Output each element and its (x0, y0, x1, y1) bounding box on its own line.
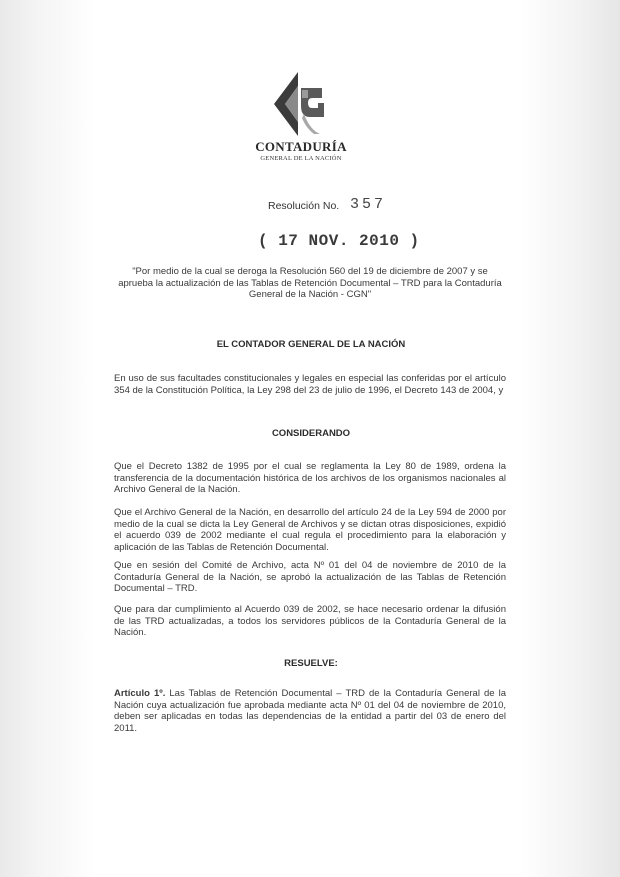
considering-heading: CONSIDERANDO (271, 428, 351, 439)
article-1-lead: Artículo 1º. (114, 688, 166, 699)
logo-wordmark: CONTADURÍA (255, 139, 347, 154)
article-1-paragraph (114, 688, 506, 734)
logo-subtitle: GENERAL DE LA NACIÓN (260, 155, 342, 162)
contaduria-logo-icon (268, 70, 332, 138)
resolution-label: Resolución No. (268, 200, 340, 212)
resolves-heading: RESUELVE: (284, 658, 338, 669)
article-1-text: Las Tablas de Retención Documental – TRD de la Contaduría General de la Nación cuya actualización fue aprobada mediante acta Nº 01 del 04 de noviembre de 2010, deben ser aplicadas en todas las dependencias de la entidad a partir del 03 de enero del 2011. (114, 688, 506, 734)
resolution-date-stamp: ( 17 NOV. 2010 ) (258, 232, 420, 250)
consideration-paragraph-4: Que para dar cumplimiento al Acuerdo 039 de 2002, se hace necesario ordenar la difusión de las TRD actualizadas, a todos los servidores públicos de la Contaduría General de la Nación. (114, 604, 506, 639)
consideration-paragraph-3: Que en sesión del Comité de Archivo, acta Nº 01 del 04 de noviembre de 2010 de la Contaduría General de la Nación, se aprobó la actualización de las Tablas de Retención Documental – TRD. (114, 560, 506, 595)
resolution-number: 357 (350, 196, 387, 213)
consideration-paragraph-2: Que el Archivo General de la Nación, en desarrollo del artículo 24 de la Ley 594 de 2000 por medio de la cual se dicta la Ley General de Archivos y se dictan otras disposiciones, expidió el acuerdo 039 de 2002 mediante el cual regula el procedimiento para la elaboración y aplicación de las Tablas de Retención Documental. (114, 507, 506, 553)
preamble-paragraph: En uso de sus facultades constitucionales y legales en especial las conferidas por el artículo 354 de la Constitución Política, la Ley 298 del 23 de julio de 1996, el Decreto 143 de 2004, y (114, 373, 506, 396)
scan-edge-left (0, 0, 95, 877)
resolution-subject: "Por medio de la cual se deroga la Resolución 560 del 19 de diciembre de 2007 y se aprueba la actualización de las Tablas de Retención Documental – TRD para la Contaduría General de la Nación - CGN" (118, 266, 502, 300)
scan-edge-right (520, 0, 620, 877)
issuer-heading: EL CONTADOR GENERAL DE LA NACIÓN (216, 339, 406, 350)
consideration-paragraph-1: Que el Decreto 1382 de 1995 por el cual se reglamenta la Ley 80 de 1989, ordena la transferencia de la documentación histórica de los archivos de los organismos nacionales al Archivo General de la Nación. (114, 461, 506, 496)
